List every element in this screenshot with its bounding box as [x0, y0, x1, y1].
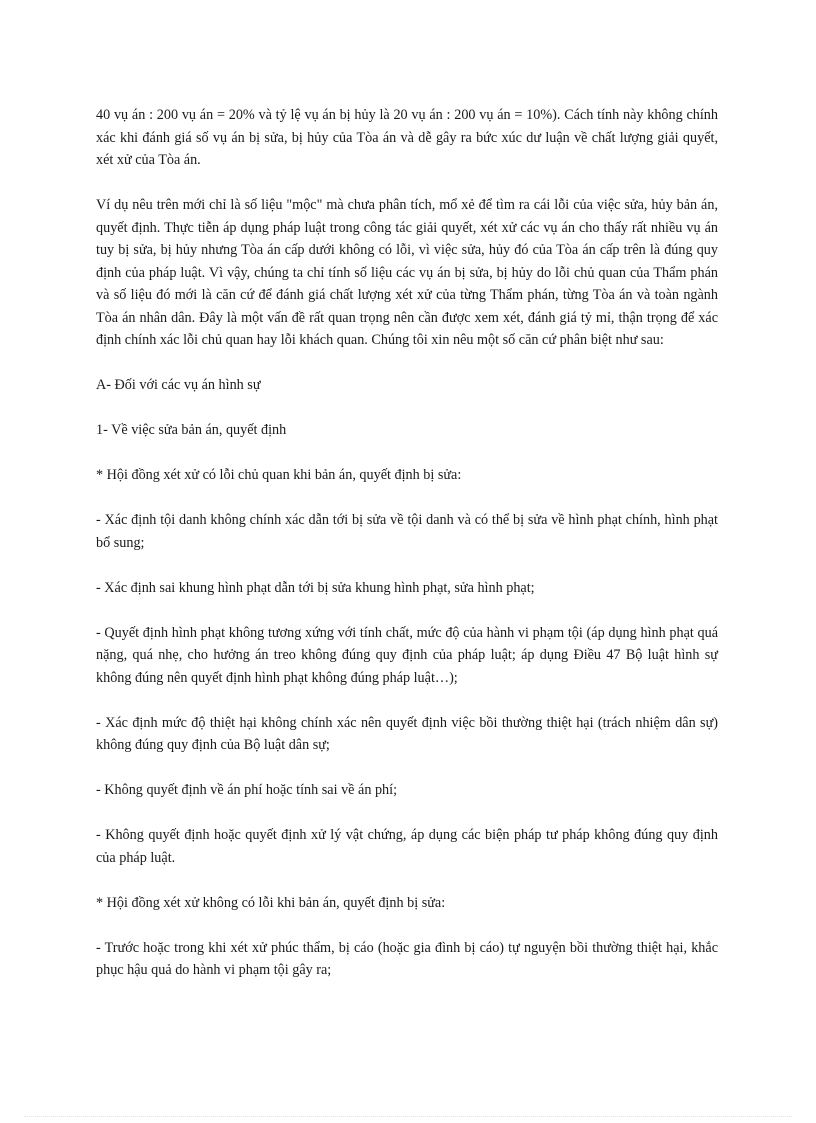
page-bottom-divider [24, 1116, 792, 1117]
heading-subjective-fault: * Hội đồng xét xử có lỗi chủ quan khi bản án, quyết định bị sửa: [96, 467, 462, 483]
list-item-wrong-penalty-frame: - Xác định sai khung hình phạt dẫn tới bị sửa khung hình phạt, sửa hình phạt; [96, 579, 535, 596]
list-item-damage-assessment: - Xác định mức độ thiệt hại không chính xác nên quyết định việc bồi thường thiệt hại (trách nhiệm dân sự) không đúng quy định của Bộ luật dân sự; [96, 714, 718, 753]
paragraph-example-analysis: Ví dụ nêu trên mới chỉ là số liệu "mộc" mà chưa phân tích, mổ xẻ để tìm ra cái lỗi của việc sửa, hủy bản án, quyết định. Thực tiễn áp dụng pháp luật trong công tác giải quyết, xét xử các vụ án cho thấy rất nhiều vụ án tuy bị sửa, bị hủy nhưng Tòa án cấp dưới không có lỗi, vì việc sửa, hủy đó của Tòa án cấp trên là đúng quy định của pháp luật. Vì vậy, chúng ta chỉ tính số liệu các vụ án bị sửa, bị hủy do lỗi chủ quan của Thẩm phán và số liệu đó mới là căn cứ để đánh giá chất lượng xét xử của từng Thẩm phán, từng Tòa án và toàn ngành Tòa án nhân dân. Đây là một vấn đề rất quan trọng nên cần được xem xét, đánh giá tỷ mỉ, thận trọng để xác định chính xác lỗi chủ quan hay lỗi khách quan. Chúng tôi xin nêu một số căn cứ phân biệt như sau: [96, 197, 718, 348]
heading-no-fault: * Hội đồng xét xử không có lỗi khi bản án, quyết định bị sửa: [96, 894, 446, 911]
subsection-heading-amend-judgment: 1- Về việc sửa bản án, quyết định [96, 422, 287, 438]
paragraph-statistics-note: 40 vụ án : 200 vụ án = 20% và tỷ lệ vụ án bị hủy là 20 vụ án : 200 vụ án = 10%). Cách tính này không chính xác khi đánh giá số vụ án bị sửa, bị hủy của Tòa án và dễ gây ra bức xúc dư luận về chất lượng giải quyết, xét xử của Tòa án. [96, 107, 718, 168]
list-item-voluntary-compensation: - Trước hoặc trong khi xét xử phúc thẩm, bị cáo (hoặc gia đình bị cáo) tự nguyện bồi thường thiệt hại, khắc phục hậu quả do hành vi phạm tội gây ra; [96, 939, 718, 978]
list-item-wrong-charge: - Xác định tội danh không chính xác dẫn tới bị sửa về tội danh và có thể bị sửa về hình phạt chính, hình phạt bổ sung; [96, 512, 718, 551]
document-body [96, 104, 718, 1004]
list-item-evidence-handling: - Không quyết định hoặc quyết định xử lý vật chứng, áp dụng các biện pháp tư pháp không đúng quy định của pháp luật. [96, 827, 718, 866]
list-item-disproportionate-penalty: - Quyết định hình phạt không tương xứng với tính chất, mức độ của hành vi phạm tội (áp dụng hình phạt quá nặng, quá nhẹ, cho hưởng án treo không đúng quy định của pháp luật; áp dụng Điều 47 Bộ luật hình sự không đúng nên quyết định hình phạt không đúng pháp luật…); [96, 624, 718, 686]
section-heading-criminal-cases: A- Đối với các vụ án hình sự [96, 377, 261, 393]
list-item-court-fee: - Không quyết định về án phí hoặc tính sai về án phí; [96, 782, 398, 798]
